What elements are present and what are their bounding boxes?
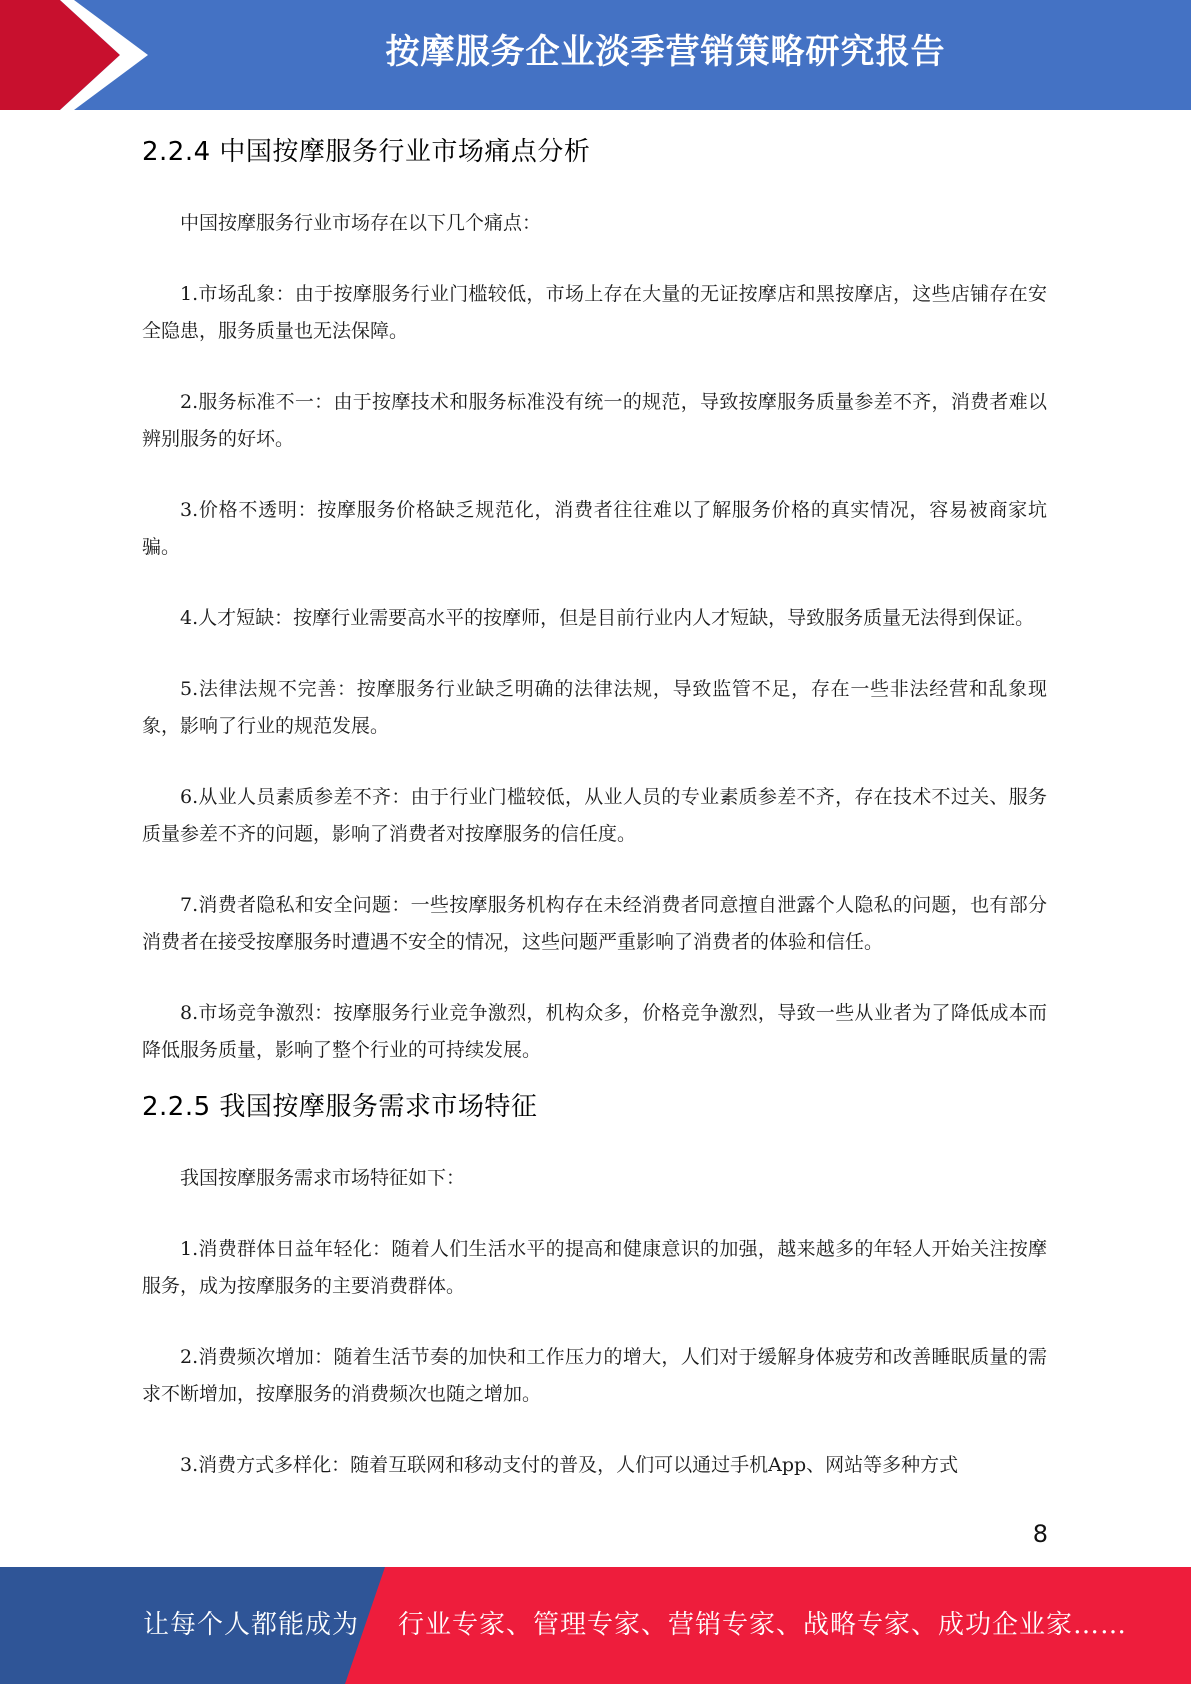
list-item: 4.人才短缺：按摩行业需要高水平的按摩师，但是目前行业内人才短缺，导致服务质量无法得到保证。 (180, 607, 1035, 629)
footer-slogan-left: 让每个人都能成为 (143, 1610, 360, 1640)
list-item: 5.法律法规不完善：按摩服务行业缺乏明确的法律法规，导致监管不足，存在一些非法经营和乱象现象，影响了行业的规范发展。 (142, 678, 1047, 737)
document-title: 按摩服务企业淡季营销策略研究报告 (385, 32, 946, 72)
page-footer (0, 1567, 1191, 1684)
list-item: 8.市场竞争激烈：按摩服务行业竞争激烈，机构众多，价格竞争激烈，导致一些从业者为了降低成本而降低服务质量，影响了整个行业的可持续发展。 (142, 1002, 1047, 1061)
section-intro: 中国按摩服务行业市场存在以下几个痛点： (180, 212, 542, 234)
page-number: 8 (1032, 1520, 1048, 1548)
list-item: 7.消费者隐私和安全问题：一些按摩服务机构存在未经消费者同意擅自泄露个人隐私的问题，也有部分消费者在接受按摩服务时遭遇不安全的情况，这些问题严重影响了消费者的体验和信任。 (142, 894, 1047, 953)
list-item: 2.服务标准不一：由于按摩技术和服务标准没有统一的规范，导致按摩服务质量参差不齐，消费者难以辨别服务的好坏。 (142, 391, 1047, 450)
section-heading: 2.2.5 我国按摩服务需求市场特征 (142, 1092, 538, 1122)
section-intro: 我国按摩服务需求市场特征如下： (180, 1167, 466, 1189)
page-content (142, 128, 1047, 1484)
list-item: 3.价格不透明：按摩服务价格缺乏规范化，消费者往往难以了解服务价格的真实情况，容易被商家坑骗。 (142, 499, 1047, 558)
page-header (0, 0, 1191, 110)
list-item: 1.消费群体日益年轻化：随着人们生活水平的提高和健康意识的加强，越来越多的年轻人开始关注按摩服务，成为按摩服务的主要消费群体。 (142, 1238, 1047, 1297)
section-heading: 2.2.4 中国按摩服务行业市场痛点分析 (142, 137, 591, 167)
list-item: 3.消费方式多样化：随着互联网和移动支付的普及，人们可以通过手机App、网站等多种方式 (180, 1454, 959, 1476)
header-chevron-decoration (0, 0, 160, 110)
list-item: 6.从业人员素质参差不齐：由于行业门槛较低，从业人员的专业素质参差不齐，存在技术不过关、服务质量参差不齐的问题，影响了消费者对按摩服务的信任度。 (142, 786, 1047, 845)
footer-slogan-right: 行业专家、管理专家、营销专家、战略专家、成功企业家…… (398, 1610, 1128, 1640)
list-item: 1.市场乱象：由于按摩服务行业门槛较低，市场上存在大量的无证按摩店和黑按摩店，这些店铺存在安全隐患，服务质量也无法保障。 (142, 283, 1047, 342)
list-item: 2.消费频次增加：随着生活节奏的加快和工作压力的增大，人们对于缓解身体疲劳和改善睡眠质量的需求不断增加，按摩服务的消费频次也随之增加。 (142, 1346, 1047, 1405)
